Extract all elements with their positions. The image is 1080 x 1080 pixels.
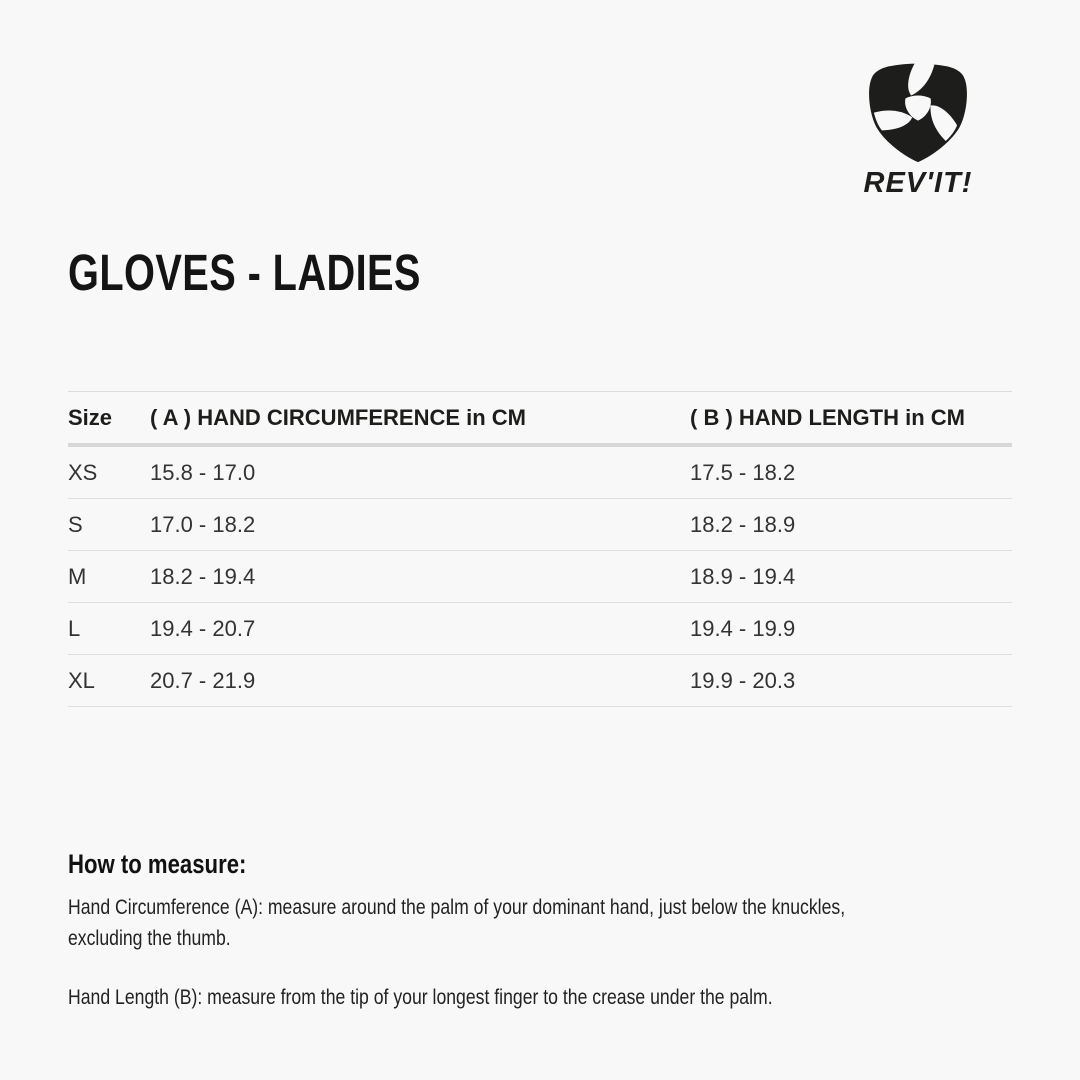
instructions: [68, 892, 1016, 1013]
size-cell: XS: [68, 445, 150, 499]
size-cell: L: [68, 603, 150, 655]
instruction-line: Hand Circumference (A): measure around the palm of your dominant hand, just below the knuckles,: [68, 895, 846, 919]
size-table: [68, 391, 1012, 707]
instruction-line: excluding the thumb.: [68, 926, 231, 950]
hand-circumference-cell: 17.0 - 18.2: [150, 499, 690, 551]
hand-circumference-cell: 18.2 - 19.4: [150, 551, 690, 603]
header-row: [68, 392, 1012, 446]
size-cell: XL: [68, 655, 150, 707]
table-row: [68, 655, 1012, 707]
hand-length-cell: 18.2 - 18.9: [690, 499, 1012, 551]
size-table-body: [68, 445, 1012, 707]
table-row: [68, 551, 1012, 603]
size-table-header: [68, 392, 1012, 446]
hand-length-cell: 19.9 - 20.3: [690, 655, 1012, 707]
revit-shield-logo-icon: [859, 54, 977, 164]
hand-length-cell: 17.5 - 18.2: [690, 445, 1012, 499]
size-cell: S: [68, 499, 150, 551]
instruction-paragraph: [68, 982, 845, 1013]
hand-length-cell: 19.4 - 19.9: [690, 603, 1012, 655]
hand-circumference-cell: 20.7 - 21.9: [150, 655, 690, 707]
column-header-size: Size: [68, 392, 150, 446]
table-row: [68, 499, 1012, 551]
instruction-line: Hand Length (B): measure from the tip of your longest finger to the crease under the palm.: [68, 985, 773, 1009]
brand-block: [840, 54, 996, 200]
page-title: GLOVES - LADIES: [68, 244, 421, 301]
table-row: [68, 603, 1012, 655]
hand-length-cell: 18.9 - 19.4: [690, 551, 1012, 603]
hand-circumference-cell: 19.4 - 20.7: [150, 603, 690, 655]
hand-circumference-cell: 15.8 - 17.0: [150, 445, 690, 499]
brand-wordmark: REV'IT!: [863, 167, 973, 199]
size-cell: M: [68, 551, 150, 603]
column-header-hand-length: ( B ) HAND LENGTH in CM: [690, 392, 1012, 446]
how-to-measure-section: [68, 849, 1016, 1041]
table-row: [68, 445, 1012, 499]
instruction-paragraph: [68, 892, 845, 954]
how-to-measure-heading: How to measure:: [68, 849, 247, 879]
column-header-hand-circumference: ( A ) HAND CIRCUMFERENCE in CM: [150, 392, 690, 446]
